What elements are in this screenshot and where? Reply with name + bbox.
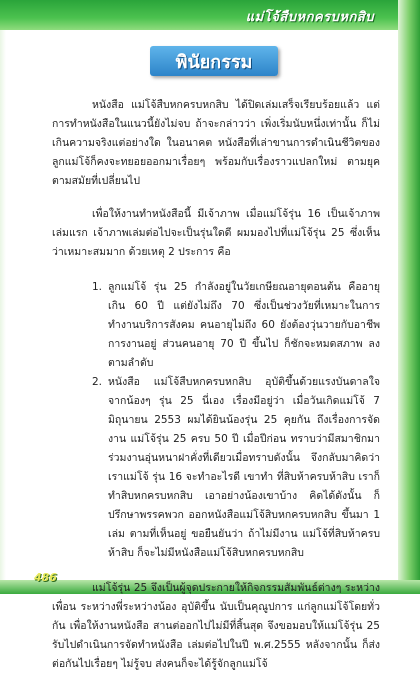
page-number: 486 <box>34 571 57 584</box>
list-item <box>92 373 380 563</box>
header-title: แม่โจ้สืบหกครบหกสิบ <box>245 10 374 25</box>
list-item-text: ลูกแม่โจ้ รุ่น 25 กำลังอยู่ในวัยเกษียณอายุตอนต้น คืออายุเกิน 60 ปี แต่ยังไม่ถึง 70 ซึ่งเป็นช่วงวัยที่เหมาะในการทำงานบริการสังคม คนอายุไม่ถึง 60 ยังต้องวุ่นวายกับอาชีพการงานอยู่ ส่วนคนอายุ 70 ปี ขึ้นไป ก็ชักจะหมดสภาพ ลงตามลำดับ <box>108 281 380 369</box>
paragraph-conclusion: แม่โจ้รุ่น 25 จึงเป็นผู้จุดประกายให้กิจกรรมสัมพันธ์ต่างๆ ระหว่างเพื่อน ระหว่างพี่ระหว่างน้อง อุบัติขึ้น นับเป็นคุณูปการ แก่ลูกแม่โจ้โดยทั่วกัน เพื่อให้งานหนังสือ สานต่ออกไปไม่มีที่สิ้นสุด จึงขอมอบให้แม่โจ้รุ่น 25 รับไปดำเนินการจัดทำหนังสือ เล่มต่อไปในปี พ.ศ.2555 หลังจากนั้น ก็ส่งต่อกันไปเรื่อยๆ ไม่รู้จบ ส่งคนก็จะได้รู้จักลูกแม่โจ้ <box>52 582 380 670</box>
list-item <box>92 278 380 373</box>
article-body <box>52 96 380 674</box>
list-item-number: 1. <box>92 281 103 293</box>
paragraph-intro: หนังสือ แม่โจ้สืบหกครบหกสิบ ได้ปิดเล่มเสร็จเรียบร้อยแล้ว แต่การทำหนังสือในแนวนี้ยังไม่จบ ถ้าจะกล่าวว่า เพิ่งเริ่มนับหนึ่งเท่านั้น ก็ไม่เกินความจริงแต่อย่างใด ในอนาคต หนังสือที่เล่าขานการดำเนินชีวิตของลูกแม่โจ้ก็คงจะทยอยออกมาเรื่อยๆ พร้อมกับเรื่องราวแปลกใหม่ ตามยุคตามสมัยที่เปลี่ยนไป <box>52 99 380 187</box>
reasons-list <box>52 278 380 563</box>
left-shade <box>0 30 6 580</box>
list-item-number: 2. <box>92 376 103 388</box>
paragraph-host: เพื่อให้งานทำหนังสือนี้ มีเจ้าภาพ เมื่อแม่โจ้รุ่น 16 เป็นเจ้าภาพเล่มแรก เจ้าภาพเล่มต่อไปจะเป็นรุ่นใดดี ผมมองไปที่แม่โจ้รุ่น 25 ซึ่งเห็นว่าเหมาะสมมาก ด้วยเหตุ 2 ประการ คือ <box>52 208 380 258</box>
list-item-text: หนังสือ แม่โจ้สืบหกครบหกสิบ อุบัติขึ้นด้วยแรงบันดาลใจ จากน้องๆ รุ่น 25 นี่เอง เรื่องมีอยู่ว่า เมื่อวันเกิดแม่โจ้ 7 มิถุนายน 2553 ผมได้ยินน้องรุ่น 25 คุยกัน ถึงเรื่องการจัดงาน แม่โจ้รุ่น 25 ครบ 50 ปี เมื่อปีก่อน ทราบว่ามีสมาชิกมาร่วมงานอุ่นหนาฝาคั่งที่เดียวเมื่อทราบดังนั้น จึงกลับมาคิดว่าเราแม่โจ้ รุ่น 16 จะทำอะไรดี เขาทำ ที่สิบห้าครบห้าสิบ เราก็ทำสิบหกครบหกสิบ เอาอย่างน้องเขาบ้าง คิดได้ดังนั้น ก็ปรึกษาพรรคพวก ออกหนังสือแม่โจ้สิบหกครบหกสิบ ขึ้นมา 1 เล่ม ตามที่เห็นอยู่ ขอยืนยันว่า ถ้าไม่มีงาน แม่โจ้ที่สิบห้าครบห้าสิบ ก็จะไม่มีหนังสือแม่โจ้สิบหกครบหกสิบ <box>108 376 380 559</box>
right-border <box>398 0 420 594</box>
page-title: พินัยกรรม <box>150 46 278 76</box>
